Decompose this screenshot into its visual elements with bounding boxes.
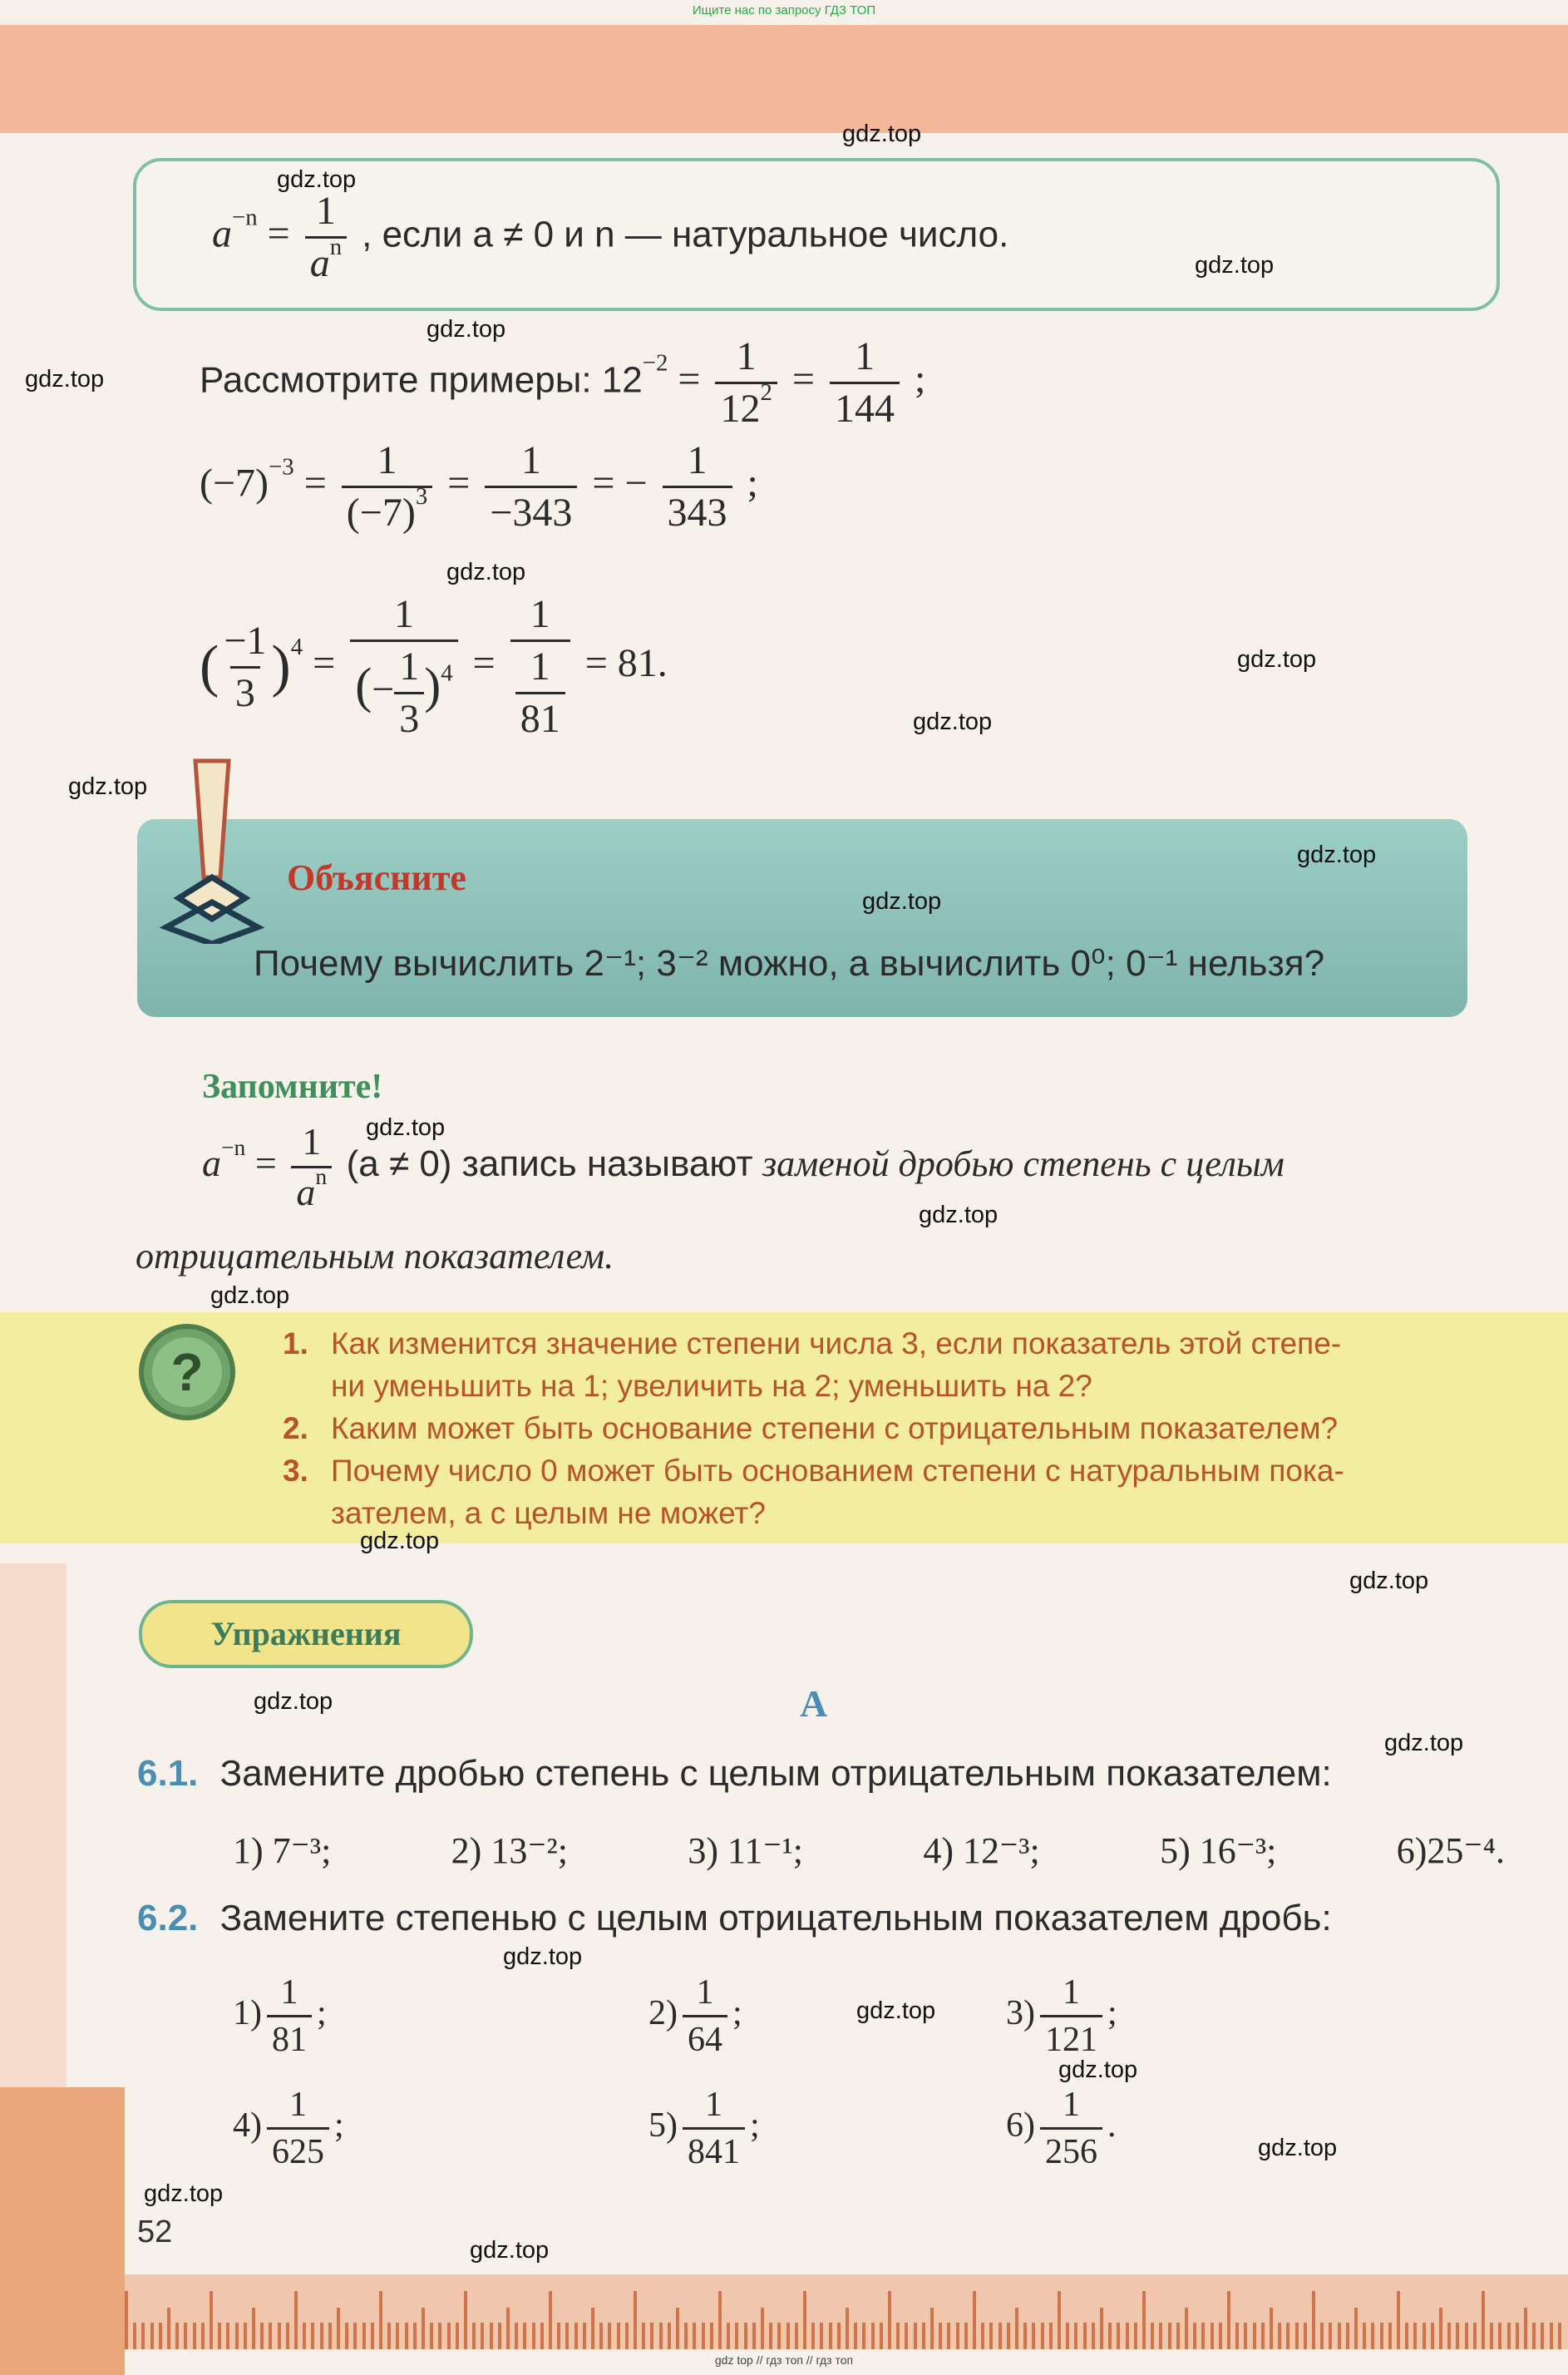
ruler-tick bbox=[1371, 2323, 1374, 2349]
page-number: 52 bbox=[137, 2215, 173, 2249]
watermark: gdz.top bbox=[1349, 1568, 1429, 1594]
ruler-tick bbox=[642, 2323, 645, 2349]
ruler-tick bbox=[226, 2323, 229, 2349]
ruler-tick bbox=[481, 2323, 484, 2349]
ruler-tick bbox=[1108, 2323, 1112, 2349]
ruler-tick bbox=[956, 2323, 959, 2349]
ruler-decoration bbox=[125, 2274, 1568, 2349]
explain-title: Объясните bbox=[287, 857, 466, 898]
ruler-tick bbox=[846, 2308, 849, 2349]
exercise-6-1-item-3: 3) 11⁻¹; bbox=[688, 1830, 804, 1871]
watermark: gdz.top bbox=[1237, 646, 1317, 673]
ruler-tick bbox=[184, 2323, 187, 2349]
question-icon bbox=[137, 1322, 237, 1422]
ruler-tick bbox=[989, 2323, 993, 2349]
ruler-tick bbox=[769, 2323, 772, 2349]
ruler-tick bbox=[447, 2323, 451, 2349]
ruler-tick bbox=[1176, 2323, 1180, 2349]
ruler-tick bbox=[777, 2323, 781, 2349]
watermark: gdz.top bbox=[842, 121, 922, 147]
ruler-tick bbox=[583, 2323, 586, 2349]
ruler-tick bbox=[854, 2323, 857, 2349]
ruler-tick bbox=[1185, 2308, 1188, 2349]
ruler-tick bbox=[1023, 2323, 1027, 2349]
ruler-tick bbox=[1388, 2323, 1392, 2349]
ruler-tick bbox=[252, 2308, 255, 2349]
watermark: gdz.top bbox=[913, 709, 993, 735]
ruler-tick bbox=[125, 2291, 128, 2349]
ruler-tick bbox=[837, 2323, 841, 2349]
ruler-tick bbox=[557, 2323, 560, 2349]
ruler-tick bbox=[422, 2308, 425, 2349]
exercise-6-1-item-1: 1) 7⁻³; bbox=[233, 1830, 332, 1871]
ruler-tick bbox=[752, 2323, 756, 2349]
ruler-tick bbox=[888, 2291, 891, 2349]
exercise-6-2-item-2: 2) $\frac{1}{64}$ ; bbox=[648, 1973, 742, 2059]
ruler-tick bbox=[438, 2323, 441, 2349]
question-3-line-2: зателем, а с целым не может? bbox=[331, 1496, 766, 1530]
watermark: gdz.top bbox=[503, 1943, 583, 1970]
ruler-tick bbox=[540, 2323, 544, 2349]
top-color-band bbox=[0, 25, 1568, 133]
ruler-tick bbox=[506, 2308, 510, 2349]
ruler-tick bbox=[650, 2323, 653, 2349]
ruler-tick bbox=[1354, 2308, 1358, 2349]
exercise-6-2-item-4: 4) $\frac{1}{625}$ ; bbox=[233, 2086, 344, 2171]
ruler-tick bbox=[1201, 2323, 1205, 2349]
level-label: А bbox=[800, 1682, 828, 1725]
ruler-tick bbox=[269, 2323, 272, 2349]
ruler-tick bbox=[1126, 2323, 1129, 2349]
ruler-tick bbox=[702, 2323, 705, 2349]
watermark: gdz.top bbox=[360, 1528, 440, 1554]
ruler-tick bbox=[1193, 2323, 1196, 2349]
ruler-tick bbox=[1032, 2323, 1035, 2349]
left-margin-band bbox=[0, 1563, 67, 2087]
ruler-tick bbox=[244, 2323, 247, 2349]
watermark: gdz.top bbox=[427, 316, 506, 343]
question-3-line-1: 3. Почему число 0 может быть основанием степени с натуральным пока- bbox=[283, 1454, 1344, 1488]
ruler-tick bbox=[371, 2323, 374, 2349]
ruler-tick bbox=[1134, 2323, 1137, 2349]
ruler-tick bbox=[362, 2323, 366, 2349]
ruler-tick bbox=[1007, 2323, 1010, 2349]
ruler-tick bbox=[1100, 2308, 1103, 2349]
explain-band bbox=[137, 819, 1467, 1017]
ruler-tick bbox=[1465, 2323, 1468, 2349]
ruler-tick bbox=[1211, 2323, 1214, 2349]
watermark: gdz.top bbox=[856, 1997, 936, 2024]
watermark: gdz.top bbox=[1195, 252, 1275, 279]
remember-formula: $a^{-n}$ = $\frac{1}{a^n}$ (a ≠ 0) запись называют заменой дробью степень с целым bbox=[202, 1120, 1284, 1213]
ruler-tick bbox=[328, 2323, 332, 2349]
top-search-link[interactable]: Ищите нас по запросу ГДЗ ТОП bbox=[692, 3, 876, 17]
ruler-tick bbox=[167, 2308, 170, 2349]
ruler-tick bbox=[1380, 2323, 1383, 2349]
watermark: gdz.top bbox=[366, 1114, 446, 1141]
ruler-tick bbox=[320, 2323, 323, 2349]
ruler-tick bbox=[396, 2323, 399, 2349]
ruler-tick bbox=[1473, 2323, 1477, 2349]
ruler-tick bbox=[684, 2323, 688, 2349]
ruler-tick bbox=[1083, 2323, 1087, 2349]
ruler-tick bbox=[591, 2308, 594, 2349]
ruler-tick bbox=[1397, 2291, 1400, 2349]
watermark: gdz.top bbox=[1384, 1730, 1464, 1756]
ruler-tick bbox=[523, 2323, 526, 2349]
question-2: 2. Каким может быть основание степени с отрицательным показателем? bbox=[283, 1411, 1339, 1445]
ruler-tick bbox=[1329, 2323, 1332, 2349]
ruler-tick bbox=[668, 2323, 671, 2349]
ruler-tick bbox=[1295, 2323, 1299, 2349]
ruler-tick bbox=[1456, 2323, 1459, 2349]
ruler-tick bbox=[1413, 2323, 1417, 2349]
ruler-tick bbox=[1312, 2291, 1315, 2349]
questions-list bbox=[283, 1322, 1513, 1534]
ruler-tick bbox=[1151, 2323, 1154, 2349]
ruler-tick bbox=[430, 2323, 433, 2349]
ruler-tick bbox=[862, 2323, 865, 2349]
ruler-tick bbox=[159, 2323, 162, 2349]
ruler-tick bbox=[1049, 2323, 1053, 2349]
ruler-tick bbox=[1490, 2323, 1493, 2349]
ruler-tick bbox=[1550, 2323, 1553, 2349]
ruler-tick bbox=[210, 2291, 213, 2349]
ruler-tick bbox=[218, 2323, 221, 2349]
ruler-tick bbox=[1431, 2323, 1434, 2349]
ruler-tick bbox=[1168, 2323, 1171, 2349]
ruler-tick bbox=[1482, 2291, 1485, 2349]
ruler-tick bbox=[532, 2323, 535, 2349]
example-line-3: ( $\frac{-1}{3}$ )$^4$ = 1 (− $\frac{1}{3}$ )$^4$ = $\frac{1}{\frac{1}{81}}$ = 81. bbox=[200, 592, 668, 741]
exercise-6-2-heading: 6.2. Замените степенью с целым отрицательным показателем дробь: bbox=[137, 1898, 1332, 1938]
ruler-tick bbox=[922, 2323, 925, 2349]
ruler-tick bbox=[498, 2323, 501, 2349]
exercise-6-1-item-6: 6)25⁻⁴. bbox=[1396, 1830, 1505, 1871]
ruler-tick bbox=[1346, 2323, 1349, 2349]
ruler-tick bbox=[795, 2323, 798, 2349]
ruler-tick bbox=[260, 2323, 264, 2349]
ruler-tick bbox=[1235, 2323, 1239, 2349]
ruler-tick bbox=[625, 2323, 629, 2349]
watermark: gdz.top bbox=[470, 2237, 550, 2264]
ruler-tick bbox=[515, 2323, 518, 2349]
ruler-tick bbox=[1532, 2323, 1536, 2349]
ruler-tick bbox=[472, 2323, 476, 2349]
ruler-tick bbox=[278, 2323, 281, 2349]
ruler-tick bbox=[1278, 2323, 1281, 2349]
ruler-tick bbox=[379, 2291, 382, 2349]
watermark: gdz.top bbox=[210, 1282, 290, 1309]
ruler-tick bbox=[1244, 2323, 1247, 2349]
ruler-tick bbox=[608, 2323, 611, 2349]
svg-text:?: ? bbox=[170, 1342, 204, 1402]
ruler-tick bbox=[193, 2323, 196, 2349]
ruler-tick bbox=[811, 2323, 815, 2349]
explain-question: Почему вычислить 2⁻¹; 3⁻² можно, а вычислить 0⁰; 0⁻¹ нельзя? bbox=[254, 943, 1325, 984]
ruler-tick bbox=[939, 2323, 942, 2349]
ruler-tick bbox=[1516, 2323, 1519, 2349]
ruler-tick bbox=[456, 2323, 459, 2349]
exercise-6-2-item-5: 5) $\frac{1}{841}$ ; bbox=[648, 2086, 760, 2171]
ruler-tick bbox=[413, 2323, 417, 2349]
ruler-tick bbox=[1092, 2323, 1095, 2349]
ruler-tick bbox=[718, 2291, 722, 2349]
ruler-tick bbox=[727, 2323, 730, 2349]
ruler-tick bbox=[617, 2323, 620, 2349]
ruler-tick bbox=[1304, 2323, 1307, 2349]
watermark: gdz.top bbox=[446, 559, 526, 585]
ruler-tick bbox=[1219, 2323, 1222, 2349]
ruler-tick bbox=[973, 2291, 976, 2349]
ruler-tick bbox=[930, 2308, 934, 2349]
question-1-line-2: ни уменьшить на 1; увеличить на 2; уменьшить на 2? bbox=[331, 1369, 1092, 1403]
ruler-tick bbox=[133, 2323, 136, 2349]
exercise-6-2-item-6: 6) $\frac{1}{256}$ . bbox=[1006, 2086, 1117, 2171]
ruler-tick bbox=[1253, 2323, 1256, 2349]
ruler-tick bbox=[761, 2308, 764, 2349]
ruler-tick bbox=[1041, 2323, 1044, 2349]
watermark: gdz.top bbox=[254, 1688, 333, 1715]
ruler-tick bbox=[235, 2323, 239, 2349]
ruler-tick bbox=[1498, 2323, 1501, 2349]
ruler-tick bbox=[1058, 2291, 1061, 2349]
ruler-tick bbox=[634, 2291, 637, 2349]
exercises-button[interactable]: Упражнения bbox=[139, 1600, 473, 1668]
exercise-6-1-item-5: 5) 16⁻³; bbox=[1160, 1830, 1277, 1871]
ruler-tick bbox=[1227, 2291, 1230, 2349]
bottom-link[interactable]: gdz top // гдз топ // гдз топ bbox=[714, 2353, 854, 2367]
watermark: gdz.top bbox=[862, 888, 942, 915]
ruler-tick bbox=[549, 2291, 552, 2349]
ruler-tick bbox=[464, 2291, 467, 2349]
ruler-tick bbox=[964, 2323, 968, 2349]
ruler-tick bbox=[871, 2323, 875, 2349]
watermark: gdz.top bbox=[25, 366, 105, 393]
remember-line-2: отрицательным показателем. bbox=[136, 1236, 614, 1276]
ruler-tick bbox=[693, 2323, 696, 2349]
ruler-tick bbox=[1507, 2323, 1511, 2349]
ruler-tick bbox=[744, 2323, 747, 2349]
watermark: gdz.top bbox=[1297, 842, 1377, 868]
ruler-tick bbox=[803, 2291, 806, 2349]
ruler-tick bbox=[947, 2323, 950, 2349]
ruler-tick bbox=[337, 2308, 340, 2349]
corner-decoration bbox=[0, 2087, 125, 2375]
ruler-tick bbox=[150, 2323, 154, 2349]
exercise-6-2-item-1: 1) $\frac{1}{81}$ ; bbox=[233, 1973, 327, 2059]
ruler-tick bbox=[345, 2323, 348, 2349]
ruler-tick bbox=[141, 2323, 145, 2349]
ruler-tick bbox=[1405, 2323, 1408, 2349]
ruler-tick bbox=[387, 2323, 391, 2349]
ruler-tick bbox=[490, 2323, 493, 2349]
ruler-tick bbox=[565, 2323, 569, 2349]
remember-title: Запомните! bbox=[202, 1068, 383, 1106]
watermark: gdz.top bbox=[68, 773, 148, 800]
ruler-tick bbox=[998, 2323, 1002, 2349]
ruler-tick bbox=[1270, 2308, 1273, 2349]
ruler-tick bbox=[1142, 2291, 1146, 2349]
ruler-tick bbox=[1558, 2323, 1561, 2349]
ruler-tick bbox=[1541, 2323, 1544, 2349]
watermark: gdz.top bbox=[144, 2180, 224, 2207]
ruler-tick bbox=[574, 2323, 578, 2349]
ruler-tick bbox=[786, 2323, 790, 2349]
ruler-tick bbox=[1159, 2323, 1162, 2349]
ruler-tick bbox=[1524, 2308, 1527, 2349]
ruler-tick bbox=[905, 2323, 908, 2349]
ruler-tick bbox=[294, 2291, 298, 2349]
ruler-tick bbox=[1447, 2323, 1451, 2349]
ruler-tick bbox=[1286, 2323, 1289, 2349]
question-1-line-1: 1. Как изменится значение степени числа 3, если показатель этой степе- bbox=[283, 1326, 1342, 1360]
ruler-tick bbox=[829, 2323, 832, 2349]
ruler-tick bbox=[175, 2323, 179, 2349]
example-line-1: Рассмотрите примеры: $12^{-2}$ = $\frac{1}{12^2}$ = $\frac{1}{144}$ ; bbox=[200, 334, 926, 431]
ruler-tick bbox=[1439, 2308, 1442, 2349]
ruler-tick bbox=[1261, 2323, 1265, 2349]
ruler-tick bbox=[201, 2323, 205, 2349]
ruler-tick bbox=[353, 2323, 357, 2349]
ruler-tick bbox=[286, 2323, 289, 2349]
ruler-tick bbox=[735, 2323, 738, 2349]
ruler-tick bbox=[676, 2308, 679, 2349]
ruler-tick bbox=[710, 2323, 713, 2349]
ruler-tick bbox=[1066, 2323, 1069, 2349]
ruler-tick bbox=[1423, 2323, 1426, 2349]
watermark: gdz.top bbox=[1258, 2135, 1338, 2161]
definition-formula: $a^{-n}$ = $\frac{1}{a^n}$ , если a ≠ 0 и n — натуральное число. bbox=[212, 189, 1009, 285]
exercise-6-1-item-2: 2) 13⁻²; bbox=[451, 1830, 568, 1871]
ruler-tick bbox=[1363, 2323, 1366, 2349]
ruler-tick bbox=[820, 2323, 823, 2349]
ruler-tick bbox=[914, 2323, 917, 2349]
ruler-tick bbox=[659, 2323, 663, 2349]
exercise-6-1-heading: 6.1. Замените дробью степень с целым отрицательным показателем: bbox=[137, 1753, 1332, 1794]
ruler-tick bbox=[1117, 2323, 1120, 2349]
ruler-tick bbox=[981, 2323, 984, 2349]
ruler-tick bbox=[1320, 2323, 1324, 2349]
ruler-tick bbox=[303, 2323, 306, 2349]
exercise-6-1-item-4: 4) 12⁻³; bbox=[923, 1830, 1040, 1871]
ruler-tick bbox=[405, 2323, 408, 2349]
ruler-tick bbox=[896, 2323, 900, 2349]
exercise-6-2-item-3: 3) $\frac{1}{121}$ ; bbox=[1006, 1973, 1117, 2059]
exclamation-icon bbox=[158, 753, 266, 944]
watermark: gdz.top bbox=[277, 166, 357, 193]
watermark: gdz.top bbox=[919, 1202, 998, 1228]
ruler-tick bbox=[311, 2323, 314, 2349]
exercise-6-1-items bbox=[233, 1829, 1505, 1872]
ruler-tick bbox=[599, 2323, 603, 2349]
example-line-2: $(-7)^{-3}$ = $\frac{1}{(-7)^3}$ = $\frac{1}{-343}$ = − $\frac{1}{343}$ ; bbox=[200, 438, 758, 535]
watermark: gdz.top bbox=[1058, 2057, 1138, 2083]
ruler-tick bbox=[880, 2323, 883, 2349]
ruler-tick bbox=[1074, 2323, 1077, 2349]
ruler-tick bbox=[1338, 2323, 1341, 2349]
ruler-tick bbox=[1015, 2308, 1018, 2349]
